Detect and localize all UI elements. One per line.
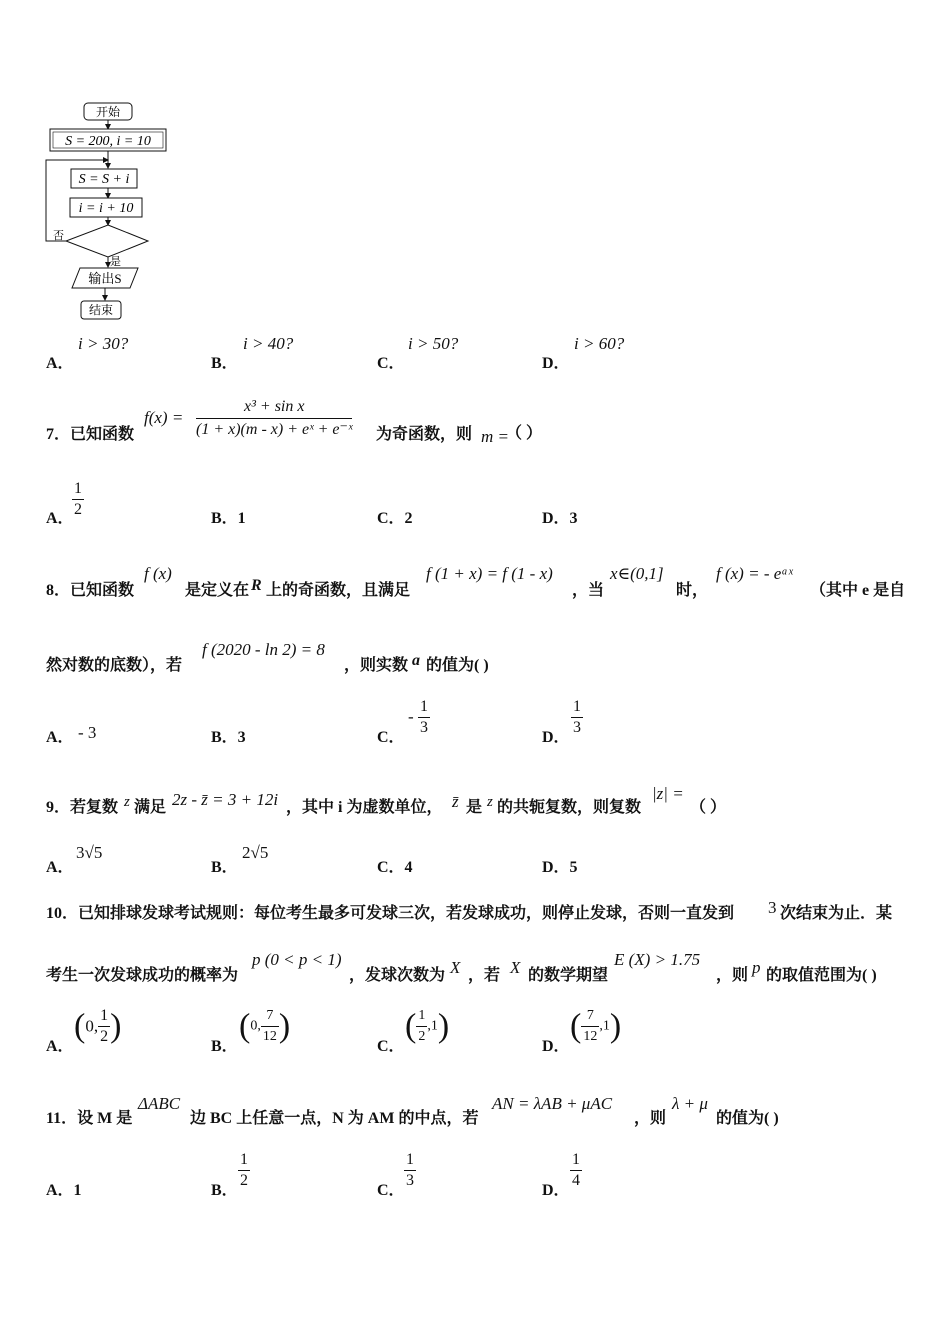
q8-fx: f (x) [144, 564, 172, 583]
q10-line2e: ，则 [716, 967, 749, 984]
q10-option-a-den: 2 [100, 1028, 109, 1045]
q6-option-b-value: i > 40? [243, 334, 294, 353]
q11-option-c-fraction [404, 1150, 416, 1191]
q8-def: f (x) = - eᵃˣ [716, 564, 793, 583]
q9-z: z [124, 794, 130, 810]
q7-option-a-num: 1 [72, 479, 84, 500]
q11-option-b-den: 2 [240, 1172, 248, 1189]
q8-R: R [251, 577, 262, 594]
q8-given: f (2020 - ln 2) = 8 [202, 640, 325, 659]
q10-option-c-label[interactable]: C． [377, 1038, 405, 1055]
q9-option-d[interactable]: D．5 [542, 859, 578, 876]
q11-option-c-label[interactable]: C． [377, 1182, 405, 1199]
flow-step2-text: i = i + 10 [78, 201, 134, 216]
q10-line2c: ，若 [468, 967, 501, 984]
q11-t1: 边 BC 上任意一点，N 为 AM 的中点，若 [190, 1110, 479, 1127]
q7-mid: 为奇函数，则 [376, 426, 473, 443]
q7-numerator: x³ + sin x [196, 396, 352, 419]
flow-output-text: 输出S [88, 271, 122, 286]
q6-option-d-label[interactable]: D． [542, 355, 570, 372]
q8-option-c-fraction [418, 697, 430, 738]
q10-line2a: 考生一次发球成功的概率为 [46, 967, 239, 984]
q11-option-d-label[interactable]: D． [542, 1182, 570, 1199]
q8-option-d-label[interactable]: D． [542, 729, 570, 746]
q6-option-a-label[interactable]: A． [46, 355, 74, 372]
flow-no-label: 否 [53, 230, 64, 242]
q11-triangle: ΔABC [138, 1094, 181, 1113]
q10-option-b-left: 0, [250, 1018, 261, 1034]
q7-denominator: (1 + x)(m - x) + eˣ + e⁻ˣ [196, 421, 353, 438]
q7-var: m = [481, 427, 509, 446]
q8-prefix: 8．已知函数 [46, 582, 135, 599]
q6-option-d-value: i > 60? [574, 334, 625, 353]
q9-prefix: 9．若复数 [46, 799, 119, 816]
q9-abs: |z| = [652, 784, 684, 803]
q8-option-d-den: 3 [573, 719, 581, 736]
q8-option-a-value: - 3 [78, 723, 97, 742]
q10-option-d-right: ,1 [599, 1018, 610, 1034]
q9-zbar: z̄ [452, 792, 459, 811]
q9-t4: 的共轭复数，则复数 [497, 799, 642, 816]
q8-t4: 时， [676, 582, 709, 599]
flowchart [40, 98, 180, 328]
q10-X-2: X [510, 958, 521, 977]
flow-yes-label: 是 [110, 256, 121, 268]
q11-option-b-fraction [238, 1150, 250, 1191]
q10-option-d-den: 12 [583, 1029, 598, 1044]
q8-line2a: 然对数的底数），若 [46, 657, 183, 674]
q11-prefix: 11．设 M 是 [46, 1110, 133, 1127]
q10-line2d: 的数学期望 [528, 967, 609, 984]
q7-fraction [196, 396, 352, 441]
q11-option-a[interactable]: A．1 [46, 1182, 82, 1199]
q10-three: 3 [768, 898, 777, 917]
q10-option-b-den: 12 [262, 1029, 277, 1044]
q7-option-c[interactable]: C．2 [377, 510, 413, 527]
q11-option-c-num: 1 [404, 1150, 416, 1171]
q10-line1: 10．已知排球发球考试规则：每位考生最多可发球三次，若发球成功，则停止发球，否则一直发到 [46, 905, 735, 922]
q7-prefix: 7．已知函数 [46, 426, 135, 443]
q8-t5: （其中 e 是自 [810, 582, 906, 599]
q8-t2: 上的奇函数，且满足 [266, 582, 411, 599]
q10-p: p [752, 958, 761, 977]
q8-t3: ，当 [572, 582, 605, 599]
q8-option-b[interactable]: B．3 [211, 729, 246, 746]
flow-init-text: S = 200, i = 10 [65, 134, 151, 149]
q8-option-c-sign: - [408, 707, 414, 726]
q10-p-range: p (0 < p < 1) [252, 950, 342, 969]
q11-sum: λ + μ [672, 1094, 708, 1113]
q7-option-b[interactable]: B．1 [211, 510, 246, 527]
q10-option-c-right: ,1 [427, 1018, 438, 1034]
q11-t3: 的值为( ) [716, 1110, 779, 1127]
q6-option-c-label[interactable]: C． [377, 355, 405, 372]
q10-option-d-value: ( $\frac{7}{12}$ ,1) [570, 1006, 621, 1047]
q10-option-c-value: ( $\frac{1}{2}$ ,1) [405, 1006, 449, 1047]
q7-suffix: （ ） [506, 425, 543, 442]
q10-option-a-left: 0, [85, 1016, 99, 1036]
q11-option-b-num: 1 [238, 1150, 250, 1171]
q8-line2c: 的值为( ) [426, 657, 489, 674]
q7-option-a-fraction [72, 479, 84, 520]
flow-decision-diamond [66, 225, 148, 257]
q8-option-c-num: 1 [418, 697, 430, 718]
q9-z-2: z [487, 794, 493, 810]
flow-start-text: 开始 [95, 105, 121, 119]
q11-option-b-label[interactable]: B． [211, 1182, 238, 1199]
q7-option-a-label[interactable]: A． [46, 510, 74, 527]
q8-option-c-label[interactable]: C． [377, 729, 405, 746]
q10-option-c-den: 2 [418, 1029, 426, 1044]
q9-t1: 满足 [134, 799, 167, 816]
q10-line2b: ，发球次数为 [349, 967, 446, 984]
q10-option-a-label[interactable]: A． [46, 1038, 74, 1055]
q10-option-b-label[interactable]: B． [211, 1038, 238, 1055]
q10-option-a-value: (0, $\frac{1}{2}$ ) [74, 1007, 122, 1045]
q8-option-d-fraction [571, 697, 583, 738]
q10-line1b: 次结束为止．某 [780, 905, 893, 922]
q8-a: a [412, 652, 420, 669]
q10-option-d-num: 7 [581, 1006, 599, 1027]
q10-option-b-num: 7 [261, 1006, 279, 1027]
q9-option-b-value: 2√5 [242, 843, 269, 862]
q11-option-c-den: 3 [406, 1172, 414, 1189]
flow-step1-text: S = S + i [78, 172, 130, 187]
q8-t1: 是定义在 [185, 582, 250, 599]
q9-equation: 2z - z̄ = 3 + 12i [172, 790, 279, 809]
q11-t2: ，则 [634, 1110, 667, 1127]
flow-end-text: 结束 [88, 303, 114, 317]
q7-func-lhs: f(x) = [144, 408, 184, 427]
q8-option-c-den: 3 [420, 719, 428, 736]
q10-option-c-num: 1 [416, 1006, 427, 1027]
q10-line2f: 的取值范围为( ) [766, 967, 877, 984]
q9-option-b-label[interactable]: B． [211, 859, 238, 876]
q10-option-a-num: 1 [98, 1006, 110, 1027]
q11-vector-eq: AN = λAB + μAC [492, 1094, 613, 1113]
q9-option-c[interactable]: C．4 [377, 859, 413, 876]
q10-X: X [450, 958, 461, 977]
q6-option-b-label[interactable]: B． [211, 355, 238, 372]
q8-option-d-num: 1 [571, 697, 583, 718]
q7-option-a-den: 2 [74, 501, 82, 518]
q8-cond: f (1 + x) = f (1 - x) [426, 564, 553, 583]
q6-option-c-value: i > 50? [408, 334, 459, 353]
q9-t2: ，其中 i 为虚数单位， [286, 799, 443, 816]
q11-option-d-num: 1 [570, 1150, 582, 1171]
q10-option-b-value: (0, $\frac{7}{12}$ ) [239, 1006, 290, 1047]
q8-interval: x∈(0,1] [610, 564, 664, 583]
q9-suffix: （ ） [690, 799, 727, 816]
q9-t3: 是 [466, 799, 483, 816]
q7-option-d[interactable]: D．3 [542, 510, 578, 527]
q10-expectation: E (X) > 1.75 [614, 950, 701, 969]
q8-option-a-label[interactable]: A． [46, 729, 74, 746]
q10-option-d-label[interactable]: D． [542, 1038, 570, 1055]
q11-option-d-den: 4 [572, 1172, 580, 1189]
q6-option-a-value: i > 30? [78, 334, 129, 353]
q9-option-a-value: 3√5 [76, 843, 103, 862]
q11-option-d-fraction [570, 1150, 582, 1191]
q9-option-a-label[interactable]: A． [46, 859, 74, 876]
q8-line2b: ，则实数 [344, 657, 409, 674]
